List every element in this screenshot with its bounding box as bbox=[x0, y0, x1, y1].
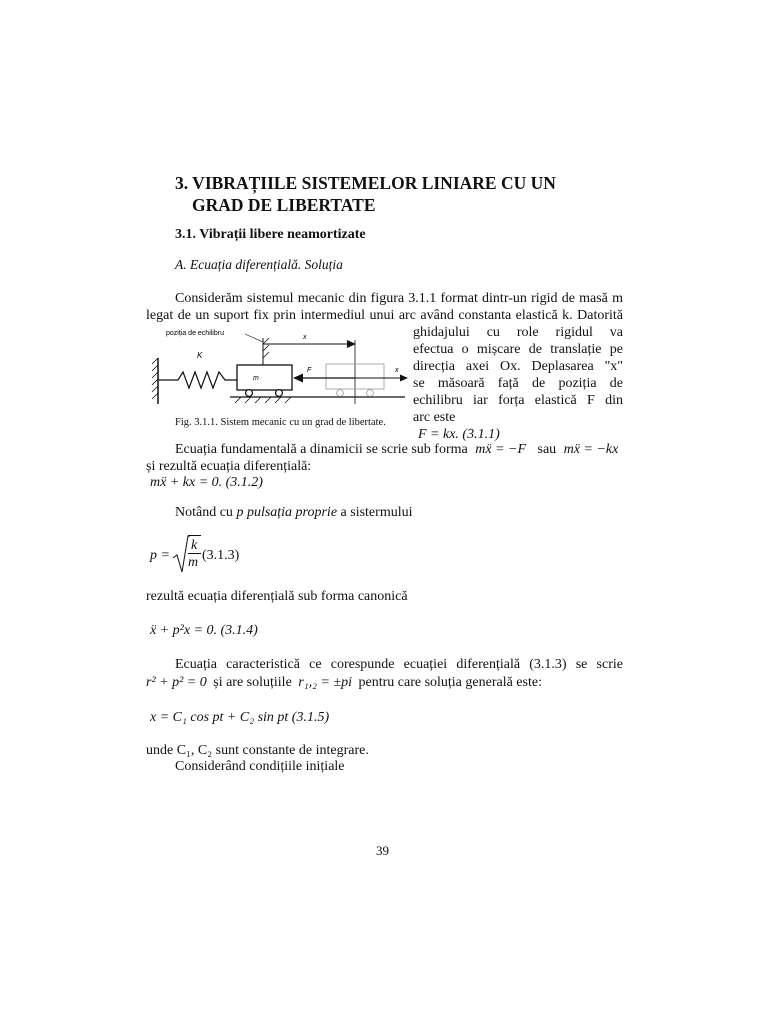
para3-emphasis: p pulsația proprie bbox=[236, 505, 338, 520]
fraction-numerator: k bbox=[191, 538, 198, 553]
wrap-line: echilibru iar forța elastică F din bbox=[413, 393, 623, 408]
force-arrow-head bbox=[293, 374, 303, 383]
para4: rezultă ecuația diferențială sub forma canonică bbox=[146, 589, 408, 604]
sqrt-overline bbox=[188, 535, 201, 536]
para1-wrap bbox=[413, 324, 623, 443]
para1-line1: Considerăm sistemul mecanic din figura 3.1.1 format dintr-un rigid de masă m bbox=[175, 291, 623, 306]
wrap-line: direcția axei Ox. Deplasarea "x" bbox=[413, 359, 623, 374]
x-axis-arrow-head bbox=[400, 375, 408, 382]
chapter-title-line1: 3. VIBRAȚIILE SISTEMELOR LINIARE CU UN bbox=[175, 173, 556, 193]
eq313-lhs: p = bbox=[150, 548, 170, 563]
equation-3-1-5: x = C₁ cos pt + C₂ sin pt (3.1.5) bbox=[150, 710, 330, 725]
para2-line2: și rezultă ecuația diferențială: bbox=[146, 459, 312, 474]
page-number: 39 bbox=[376, 843, 389, 858]
para5-mid: și are soluțiile bbox=[213, 675, 292, 690]
para3-text-b: a sistermului bbox=[340, 505, 413, 520]
eq313-tag: (3.1.3) bbox=[202, 548, 240, 563]
para2-or: sau bbox=[537, 442, 557, 457]
para5-line1: Ecuația caracteristică ce corespunde ecuației diferențială (3.1.3) se scrie bbox=[175, 657, 623, 672]
label-m: m bbox=[253, 375, 259, 382]
para1-line2: legat de un suport fix prin intermediul unui arc având constanta elastică k. Datorită bbox=[146, 308, 623, 323]
figure-3-1-1 bbox=[150, 328, 410, 413]
para3 bbox=[175, 504, 412, 521]
label-equilibrium-position: poziția de echilibru bbox=[166, 330, 224, 337]
label-x-axis: x bbox=[395, 367, 399, 374]
chapter-title-line2: GRAD DE LIBERTATE bbox=[192, 195, 376, 215]
wrap-line: arc este bbox=[413, 410, 456, 425]
equilibrium-leader bbox=[245, 334, 263, 342]
para5-line2 bbox=[146, 674, 626, 691]
subsection-title: A. Ecuația diferențială. Soluția bbox=[175, 257, 343, 272]
para3-text-a: Notând cu bbox=[175, 505, 233, 520]
roller bbox=[246, 390, 253, 397]
wrap-line: ghidajului cu role rigidul va bbox=[413, 325, 623, 340]
displaced-roller bbox=[367, 390, 374, 397]
para2-line1 bbox=[175, 441, 625, 458]
wrap-line: se măsoară față de poziția de bbox=[413, 376, 623, 391]
equation-3-1-1: F = kx. (3.1.1) bbox=[418, 427, 500, 442]
para6-line2: Considerând condițiile inițiale bbox=[175, 759, 345, 774]
wrap-line: efectua o mișcare de translație pe bbox=[413, 342, 623, 357]
para6-line1: unde C₁, C₂ sunt constante de integrare. bbox=[146, 743, 369, 758]
fraction-denominator: m bbox=[188, 555, 199, 570]
left-wall-hatching bbox=[152, 358, 158, 399]
equation-roots: r₁,₂ = ±pi bbox=[298, 675, 352, 690]
equation-3-1-2: mẍ + kx = 0. (3.1.2) bbox=[150, 475, 263, 490]
figure-caption: Fig. 3.1.1. Sistem mecanic cu un grad de libertate. bbox=[175, 417, 386, 428]
ground-hatching bbox=[235, 397, 291, 403]
chapter-title bbox=[175, 172, 625, 216]
roller bbox=[276, 390, 283, 397]
equation-3-1-3 bbox=[150, 534, 310, 574]
label-F: F bbox=[307, 367, 312, 374]
para5-end: pentru care soluția generală este: bbox=[358, 675, 542, 690]
equilibrium-hatching bbox=[263, 338, 269, 358]
section-title: 3.1. Vibrații libere neamortizate bbox=[175, 227, 366, 242]
equation-ma-kx: mẍ = −kx bbox=[563, 442, 619, 457]
label-x-top: x bbox=[303, 334, 307, 341]
equation-characteristic: r² + p² = 0 bbox=[146, 675, 207, 690]
displaced-roller bbox=[337, 390, 344, 397]
rigid-mass bbox=[237, 365, 292, 390]
spring bbox=[158, 372, 237, 388]
equation-ma-f: mẍ = −F bbox=[475, 442, 526, 457]
equation-3-1-4: ẍ + p²x = 0. (3.1.4) bbox=[150, 623, 258, 638]
label-K: K bbox=[197, 351, 203, 360]
para2-text: Ecuația fundamentală a dinamicii se scrie sub forma bbox=[175, 442, 468, 457]
